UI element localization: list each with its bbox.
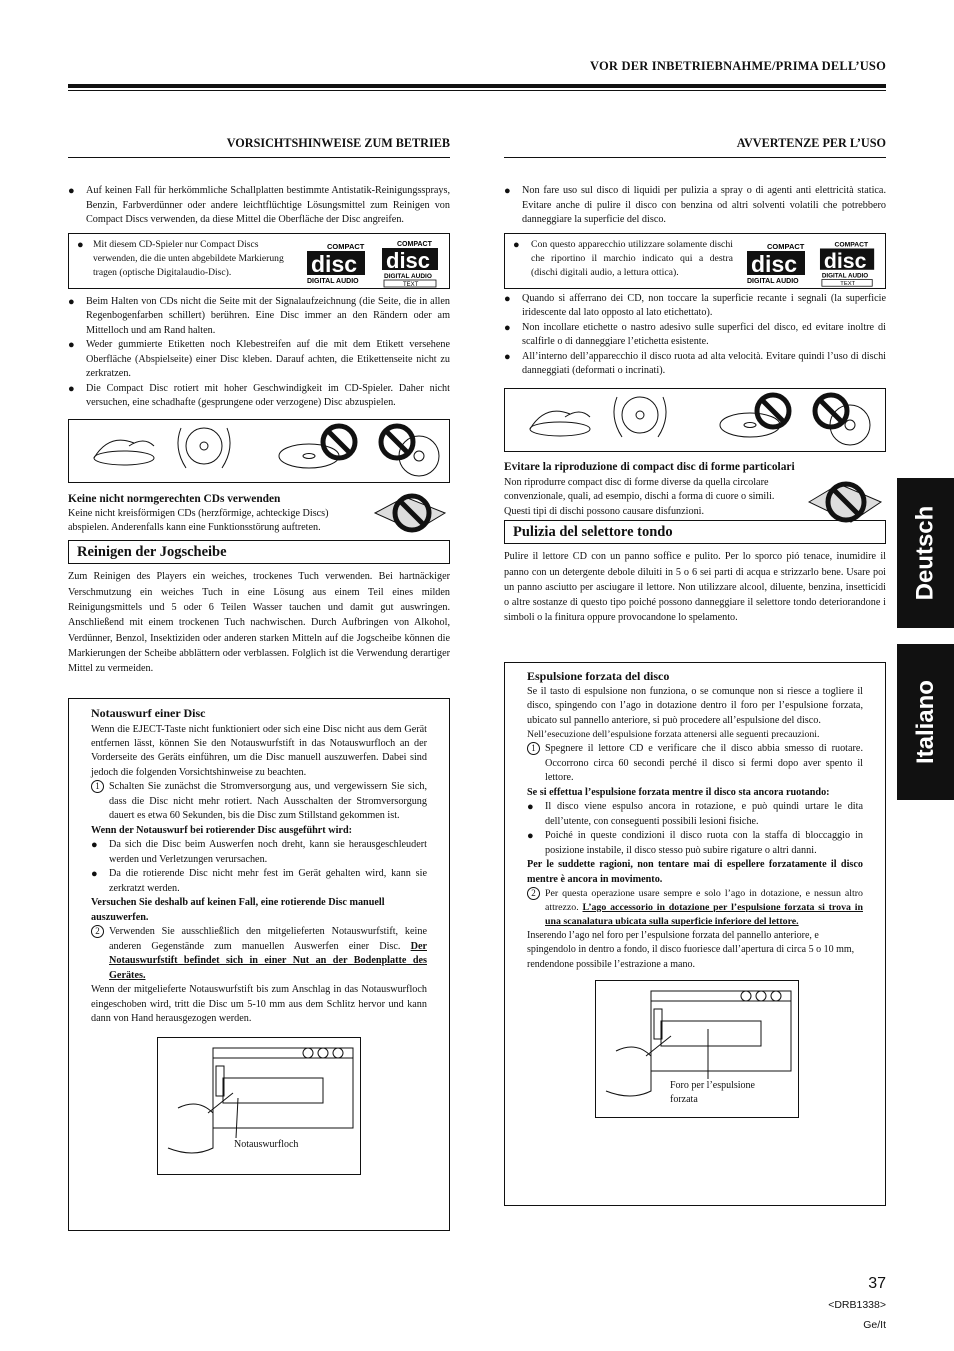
logo-disc-text: disc — [823, 248, 867, 273]
de-step-1-text: Schalten Sie zunächst die Stromversorgung aus, und vergewissern Sie sich, dass die Disc nicht mehr rotiert. Nach Ausschalten der Stromversorgung dauert es etwa 60 Sekunden, bis die Disc zum Stillstand gekommen ist. — [109, 781, 427, 822]
logo-compact-text: COMPACT — [834, 241, 869, 249]
it-rotating-title: Se si effettua l’espulsione forzata mentre il disco sta ancora ruotando: — [527, 786, 830, 798]
it-eject-intro: Se il tasto di espulsione non funziona, o se comunque non si riesce a togliere il disco, spingendo con l’ago in dotazione dentro il foro per l’espulsione forzata, ubicato sul pannello anteriore, si può procedere all’espulsione del disco. — [527, 685, 863, 726]
bullet-icon: ● — [91, 839, 98, 852]
it-bullet-3 — [504, 321, 886, 350]
bullet-icon: ● — [527, 801, 534, 814]
bullet-icon: ● — [504, 185, 511, 198]
prohibited-icon — [381, 426, 413, 458]
de-box-bullet-text: Mit diesem CD-Spieler nur Compact Discs verwenden, die die unten abgebildete Markierung tragen (optische Digitalaudio-Disc). — [93, 238, 284, 278]
de-bullet-4-text: Die Compact Disc rotiert mit hoher Geschwindigkeit im CD-Spieler. Daher nicht versuchen, eine schadhafte (gesprungene oder verzogene) Disc abzuspielen. — [86, 382, 450, 409]
it-eject-intro-2: Nell’esecuzione dell’espulsione forzata attenersi alle seguenti precauzioni. — [527, 729, 820, 741]
step-number-2: 2 — [91, 925, 104, 938]
language-code: Ge/It — [863, 1319, 886, 1331]
de-rot-bullet-2 — [91, 867, 427, 896]
it-section-heading: AVVERTENZE PER L’USO — [504, 135, 886, 158]
logo-compact-text: COMPACT — [397, 240, 432, 248]
tab-italiano[interactable] — [897, 644, 954, 800]
header-title: VOR DER INBETRIEBNAHME/PRIMA DELL’USO — [590, 59, 886, 73]
german-column — [68, 135, 450, 1231]
de-bullet-2-text: Beim Halten von CDs nicht die Seite mit der Signalaufzeichnung (die Seite, die in allen Regenbogenfarben schillert) berühren. Eine Disc immer an den Rändern oder am Mittelloch und am Rand halten. — [86, 295, 450, 336]
tab-deutsch[interactable] — [897, 478, 954, 628]
step-number-2: 2 — [527, 887, 540, 900]
de-nonstandard-text: Keine nicht kreisförmigen CDs (herzförmige, achteckige Discs) abspielen. Anderenfalls kann eine Funktionsstörung auftreten. — [68, 507, 329, 534]
it-warning: Per le suddette ragioni, non tentare mai di espellere forzatamente il disco mentre è ancora in movimento. — [527, 859, 863, 885]
de-bullet-3 — [68, 338, 450, 381]
it-step-1 — [527, 742, 863, 785]
de-eject-title: Notauswurf einer Disc — [91, 706, 206, 721]
it-disc-handling-illustration — [504, 388, 886, 452]
de-bullet-3-text: Weder gummierte Etiketten noch Klebestreifen auf die mit dem Etikett versehene Oberfläche (Abspielseite) einer Disc kleben. Darauf achten, die Etikettenseite nicht zu zerkratzen. — [86, 339, 450, 380]
logo-disc-text: disc — [311, 250, 358, 277]
de-nonstandard-title: Keine nicht normgerechten CDs verwenden — [68, 492, 281, 505]
document-code: <DRB1338> — [828, 1299, 886, 1311]
de-bullet-1 — [68, 184, 450, 227]
it-bullet-1 — [504, 184, 886, 227]
step-number-1: 1 — [527, 742, 540, 755]
de-bullet-2 — [68, 295, 450, 338]
it-eject-outro: Inserendo l’ago nel foro per l’espulsione forzata del pannello anteriore, e spingendolo in dentro a fondo, il disco fuoriesce dall’apertura di circa 5 o 10 mm, rendendone possibile l’estrazione a mano. — [527, 930, 855, 970]
it-step-2-text: Per questa operazione usare sempre e solo l’ago in dotazione, e nessun altro attrezzo. — [545, 887, 863, 914]
tab-italiano-label: Italiano — [911, 679, 939, 764]
logo-digital-audio-text: DIGITAL AUDIO — [747, 277, 799, 284]
logo-text-label: TEXT — [403, 281, 419, 288]
it-box-bullet-text: Con questo apparecchio utilizzare solamente dischi che riportino il marchio indicato qui a destra (dischi digitali audio, a lettura ottica). — [531, 238, 733, 279]
compact-disc-logo — [305, 240, 371, 288]
bullet-icon: ● — [68, 339, 75, 352]
it-step-2 — [527, 887, 863, 929]
it-nonstandard-text: Non riprodurre compact disc di forme diverse da quella circolare convenzionale, quali, ad esempio, dischi a forma di cuore o simili. Questi tipi di dischi possono causare disfunzioni. — [504, 476, 775, 517]
heart-disc-prohibited-icon — [804, 478, 886, 528]
de-step-1 — [91, 780, 427, 823]
it-step-2-emphasis: L’ago accessorio in dotazione per l’espulsione forzata si trova in una scanalatura ubicata sulla superficie inferiore del lettore. — [545, 902, 863, 928]
compact-disc-logo — [745, 240, 811, 288]
de-step-2-emphasis: Der Notauswurfstift befindet sich in einer Nut an der Bodenplatte des Gerätes. — [109, 940, 427, 981]
it-logo-box — [504, 233, 886, 289]
logo-compact-text: COMPACT — [327, 241, 365, 251]
it-bullet-4 — [504, 350, 886, 379]
disc-handling-figure — [505, 389, 885, 451]
de-warning: Versuchen Sie deshalb auf keinen Fall, eine rotierende Disc manuell auszuwerfen. — [91, 897, 385, 923]
it-rot-bullet-1-text: Il disco viene espulso ancora in rotazione, e può quindi urtare le dita dell’utente, con conseguenti possibili lesioni fisiche. — [545, 801, 863, 827]
it-jog-text: Pulire il lettore CD con un panno soffice e pulito. Per lo sporco pió tenace, inumidire il panno con un detergente debole diluiti in 5 o 6 sei parti di acqua e strizzarlo bene. Usare poi un panno asciutto per asciugare il lettore. Non utilizzare alcool, diluente, benzina, insetticidi o altre sostanze di questo tipo poiché possono danneggiare il selettore tondo deteriorandone i simboli o la finitura oppure provocandone lo spelamento. — [504, 551, 886, 624]
it-eject-illustration — [595, 980, 799, 1118]
it-nonstandard-title: Evitare la riproduzione di compact disc di forme particolari — [504, 460, 795, 473]
bullet-icon: ● — [68, 382, 75, 395]
it-bullet-1-text: Non fare uso sul disco di liquidi per pulizia a spray o di agenti anti elettricità statica. Evitare anche di pulire il disco con benzina od altri solventi volatili che potrebbero danneggiare la superficie del disco. — [522, 185, 886, 226]
bullet-icon: ● — [513, 238, 520, 251]
de-jog-title: Reinigen der Jogscheibe — [68, 540, 450, 565]
logo-digital-audio-text: DIGITAL AUDIO — [307, 277, 359, 284]
de-box-bullet — [77, 238, 297, 288]
de-step-2-text: Verwenden Sie ausschließlich den mitgelieferten Notauswurfstift, keine anderen Gegenstände zum manuellen Auswerfen einer Disc. — [109, 926, 427, 952]
bullet-icon: ● — [68, 185, 75, 198]
header-rule — [68, 84, 886, 88]
it-jog-title: Pulizia del selettore tondo — [504, 520, 886, 545]
de-bullet-4 — [68, 382, 450, 411]
compact-disc-text-logo — [381, 238, 443, 288]
de-eject-intro: Wenn die EJECT-Taste nicht funktioniert oder sich eine Disc nicht aus dem Gerät entfernen lässt, können Sie den Notauswurfstift in das Notauswurfloch an der Vorderseite des Geräts einführen, um die Disc manuell auszuwerfen. Dabei sind jedoch die folgenden Vorsichtshinweise zu beachten. — [91, 723, 427, 778]
de-eject-outro: Wenn der mitgelieferte Notauswurfstift bis zum Anschlag in das Notauswurfloch eingeschoben wird, tritt die Disc um 5-10 mm aus dem Schlitz hervor und kann dann von Hand herausgezogen werden. — [91, 984, 427, 1025]
it-eject-title: Espulsione forzata del disco — [527, 668, 670, 683]
logo-text-label: TEXT — [840, 281, 856, 288]
logo-digital-audio-text: DIGITAL AUDIO — [821, 272, 869, 280]
it-rot-bullet-2 — [527, 829, 863, 858]
bullet-icon: ● — [504, 292, 511, 305]
it-rot-bullet-2-text: Poiché in queste condizioni il disco ruota con la staffa di bloccaggio in posizione instabile, il disco stesso può subire rigature o altri danni. — [545, 830, 863, 856]
bullet-icon: ● — [68, 295, 75, 308]
it-eject-hole-label — [670, 1079, 755, 1107]
it-step-1-text: Spegnere il lettore CD e verificare che il disco abbia smesso di ruotare. Occorrono circa 60 secondi perché il disco si fermi dopo aver spento il lettore. — [545, 743, 863, 784]
bullet-icon: ● — [91, 868, 98, 881]
it-rot-bullet-1 — [527, 800, 863, 829]
logo-disc-text: disc — [386, 247, 431, 273]
it-box-bullet — [513, 238, 733, 288]
logo-digital-audio-text: DIGITAL AUDIO — [384, 272, 432, 280]
de-eject-box — [68, 698, 450, 1231]
bullet-icon: ● — [77, 238, 84, 251]
prohibited-icon — [757, 395, 789, 427]
it-bullet-2 — [504, 292, 886, 321]
it-eject-box — [504, 662, 886, 1206]
logo-disc-text: disc — [751, 250, 798, 277]
it-bullet-2-text: Quando si afferrano dei CD, non toccare la superficie recante i segnali (la superficie iridescente dal lato opposto al lato etichettato). — [522, 292, 886, 319]
de-step-2 — [91, 925, 427, 983]
it-eject-hole-label-line-1: Foro per l’espulsione — [670, 1079, 755, 1091]
it-nonstandard-section — [504, 460, 886, 528]
it-bullet-4-text: All’interno dell’apparecchio il disco ruota ad alta velocità. Evitare quindi l’uso di dischi danneggiati (deformati o incrinati). — [522, 350, 886, 377]
de-rot-bullet-2-text: Da die rotierende Disc nicht mehr fest im Gerät gehalten wird, kann sie zerkratzt werden. — [109, 868, 427, 894]
de-logo-box — [68, 233, 450, 289]
bullet-icon: ● — [527, 830, 534, 843]
bullet-icon: ● — [504, 350, 511, 363]
italian-column — [504, 135, 886, 1206]
compact-disc-text-logo — [819, 238, 879, 288]
tab-deutsch-label: Deutsch — [911, 505, 939, 601]
de-rotating-title: Wenn der Notauswurf bei rotierender Disc ausgeführt wird: — [91, 824, 352, 836]
it-eject-hole-label-line-2: forzata — [670, 1093, 698, 1105]
step-number-1: 1 — [91, 780, 104, 793]
de-eject-hole-label: Notauswurfloch — [234, 1138, 299, 1150]
cd-player-eject-figure — [158, 1038, 360, 1174]
it-bullet-3-text: Non incollare etichette o nastro adesivo sulle superfici del disco, ed evitare inoltre di scalfirle o di danneggiare l’etichetta esistente. — [522, 321, 886, 348]
de-rot-bullet-1-text: Da sich die Disc beim Auswerfen noch dreht, kann sie herausgeschleudert werden und Verletzungen verursachen. — [109, 839, 427, 865]
page-number: 37 — [868, 1275, 886, 1292]
de-nonstandard-section — [68, 491, 450, 536]
logo-compact-text: COMPACT — [767, 241, 805, 251]
de-eject-illustration — [157, 1037, 361, 1175]
heart-disc-prohibited-icon — [370, 491, 450, 535]
header-rule-thin — [68, 90, 886, 91]
disc-handling-figure — [69, 420, 449, 482]
de-bullet-1-text: Auf keinen Fall für herkömmliche Schallplatten bestimmte Antistatik-Reinigungssprays, Benzin, Farbverdünner oder andere leichtflüchtige Lösungsmittel zum Reinigen von Compact Discs verwenden, da diese Mittel die Oberfläche der Disc angreifen. — [86, 185, 450, 226]
prohibited-icon — [815, 395, 847, 427]
de-jog-text: Zum Reinigen des Players ein weiches, trockenes Tuch verwenden. Bei hartnäckiger Verschmutzung ein weiches Tuch in eine Lösung aus einem Teil eines milden Reinigungsmittels und 5 oder 6 Teilen Wasser tauchen und damit gut auswringen. Anschließend mit einem trockenen Tuch nachwischen. Durch Aufbringen von Alkohol, Verdünner, Benzol, Insektiziden oder anderen starken Mitteln auf die Jogscheibe können die Markierungen der Scheibe abblättern oder verblassen. Folglich ist die Verwendung derartiger Mittel zu vermeiden. — [68, 571, 450, 675]
prohibited-icon — [323, 426, 355, 458]
de-disc-handling-illustration — [68, 419, 450, 483]
bullet-icon: ● — [504, 321, 511, 334]
de-rot-bullet-1 — [91, 838, 427, 867]
de-section-heading: VORSICHTSHINWEISE ZUM BETRIEB — [68, 135, 450, 158]
